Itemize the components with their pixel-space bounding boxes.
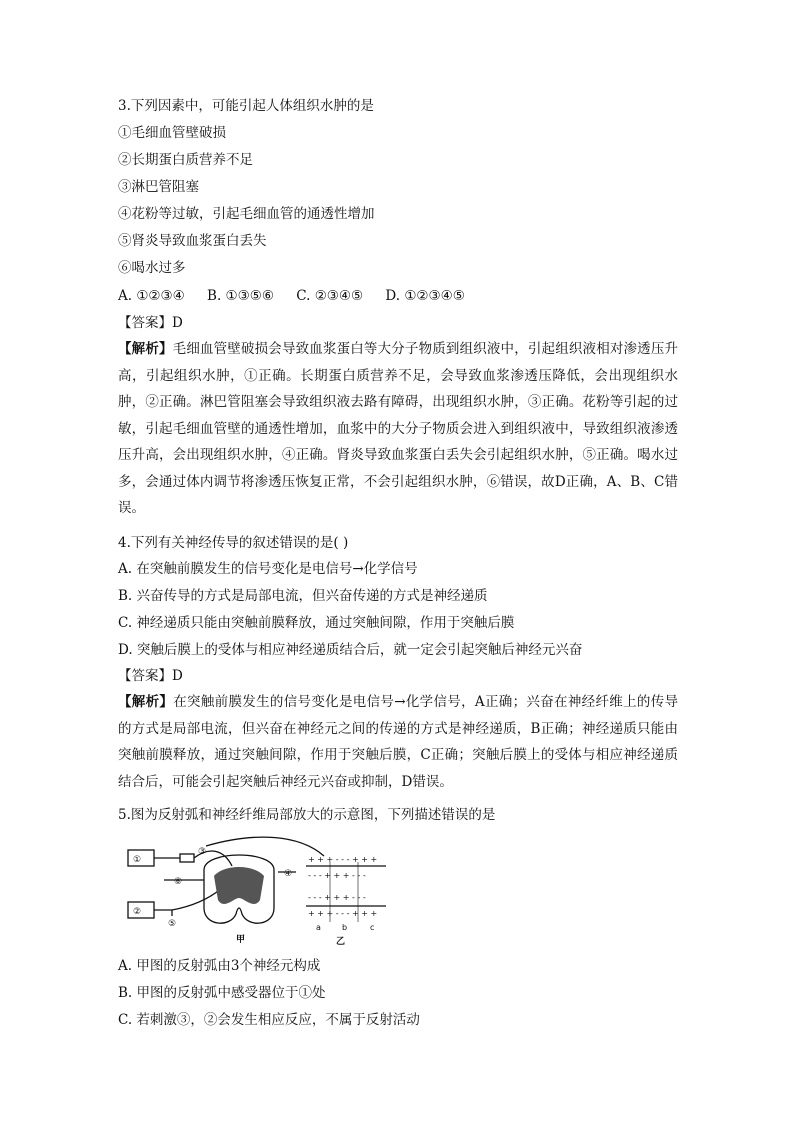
q5-option-c: C. 若刺激③，②会发生相应反应，不属于反射活动 xyxy=(118,1012,420,1028)
fiber-row-2: - - - + + + - - - xyxy=(308,871,366,880)
q5-option-a: A. 甲图的反射弧由3个神经元构成 xyxy=(118,958,321,974)
label-circle-2: ② xyxy=(133,907,142,917)
q3-answer xyxy=(118,314,183,332)
q3-answer-label: 【答案】 xyxy=(118,315,172,331)
q3-item-4: ④花粉等过敏，引起毛细血管的通透性增加 xyxy=(118,206,375,222)
arc-to-fiber xyxy=(206,837,324,856)
q3-item-2: ②长期蛋白质营养不足 xyxy=(118,152,253,168)
q5-option-b: B. 甲图的反射弧中感受器位于①处 xyxy=(118,985,326,1001)
ganglion xyxy=(180,854,194,862)
q4-analysis-label: 【解析】 xyxy=(118,694,174,710)
label-circle-5: ⑤ xyxy=(168,919,177,929)
q3-item-6: ⑥喝水过多 xyxy=(118,260,186,276)
q3-item-5: ⑤肾炎导致血浆蛋白丢失 xyxy=(118,233,267,249)
q3-option-b: B. ①③⑤⑥ xyxy=(207,288,274,304)
q3-analysis xyxy=(118,336,678,522)
fiber-row-4: + + + - - - + + + xyxy=(308,909,378,918)
q3-analysis-label: 【解析】 xyxy=(118,341,173,357)
q4-answer-label: 【答案】 xyxy=(118,668,172,684)
q3-stem: 3.下列因素中，可能引起人体组织水肿的是 xyxy=(118,98,374,114)
gray-matter xyxy=(214,867,264,904)
q3-option-c: C. ②③④⑤ xyxy=(296,288,364,304)
q3-analysis-text: 毛细血管壁破损会导致血浆蛋白等大分子物质到组织液中，引起组织液相对渗透压升高，引起组织水肿，①正确。长期蛋白质营养不足，会导致血浆渗透压降低，会出现组织水肿，②正确。淋巴管阻塞会导致组织液去路有障碍，出现组织水肿，③正确。花粉等引起的过敏，引起毛细血管壁的通透性增加，血浆中的大分子物质会进入到组织液中，导致组织液渗透压升高，会出现组织水肿，④正确。肾炎导致血浆蛋白丢失会引起组织水肿，⑤正确。喝水过多，会通过体内调节将渗透压恢复正常，不会引起组织水肿，⑥错误，故D正确，A、B、C错误。 xyxy=(118,341,679,516)
segment-label-b: b xyxy=(342,923,348,932)
label-circle-3: ③ xyxy=(198,847,207,857)
q3-option-a: A. ①②③④ xyxy=(118,288,185,304)
label-yi: 乙 xyxy=(336,937,346,947)
efferent-fiber xyxy=(154,910,172,916)
label-jia: 甲 xyxy=(236,935,246,945)
q4-option-a: A. 在突触前膜发生的信号变化是电信号→化学信号 xyxy=(118,561,418,577)
fiber-row-3: - - - + + + - - - xyxy=(308,893,366,902)
reflex-arc-figure xyxy=(124,836,394,948)
q4-option-c: C. 神经递质只能由突触前膜释放，通过突触间隙，作用于突触后膜 xyxy=(118,615,515,631)
q4-stem: 4.下列有关神经传导的叙述错误的是( ) xyxy=(118,535,349,551)
q3-item-3: ③淋巴管阻塞 xyxy=(118,179,199,195)
label-circle-6: ⑥ xyxy=(174,877,183,887)
segment-label-c: c xyxy=(370,923,375,932)
q4-option-d: D. 突触后膜上的受体与相应神经递质结合后，就一定会引起突触后神经元兴奋 xyxy=(118,642,583,658)
q3-option-d: D. ①②③④⑤ xyxy=(385,288,465,304)
label-circle-1: ① xyxy=(133,855,142,865)
q4-option-b: B. 兴奋传导的方式是局部电流，但兴奋传递的方式是神经递质 xyxy=(118,588,488,604)
fiber-row-1: + + + - - - + + + xyxy=(308,855,378,864)
q4-analysis-text: 在突触前膜发生的信号变化是电信号→化学信号，A正确；兴奋在神经纤维上的传导的方式是局部电流，但兴奋在神经元之间的传递的方式是神经递质，B正确；神经递质只能由突触前膜释放，通过突触间隙，作用于突触后膜，C正确；突触后膜上的受体与相应神经递质结合后，可能会引起突触后神经元兴奋或抑制，D错误。 xyxy=(118,694,679,790)
q3-answer-value: D xyxy=(172,315,183,331)
efferent-fiber-2 xyxy=(172,888,222,910)
q4-answer xyxy=(118,667,183,685)
q3-item-1: ①毛细血管壁破损 xyxy=(118,125,226,141)
q5-stem: 5.图为反射弧和神经纤维局部放大的示意图，下列描述错误的是 xyxy=(118,807,496,823)
q3-options xyxy=(118,287,483,305)
segment-label-a: a xyxy=(316,923,321,932)
q4-answer-value: D xyxy=(172,668,183,684)
label-circle-4: ④ xyxy=(284,869,293,879)
q4-analysis xyxy=(118,689,678,795)
